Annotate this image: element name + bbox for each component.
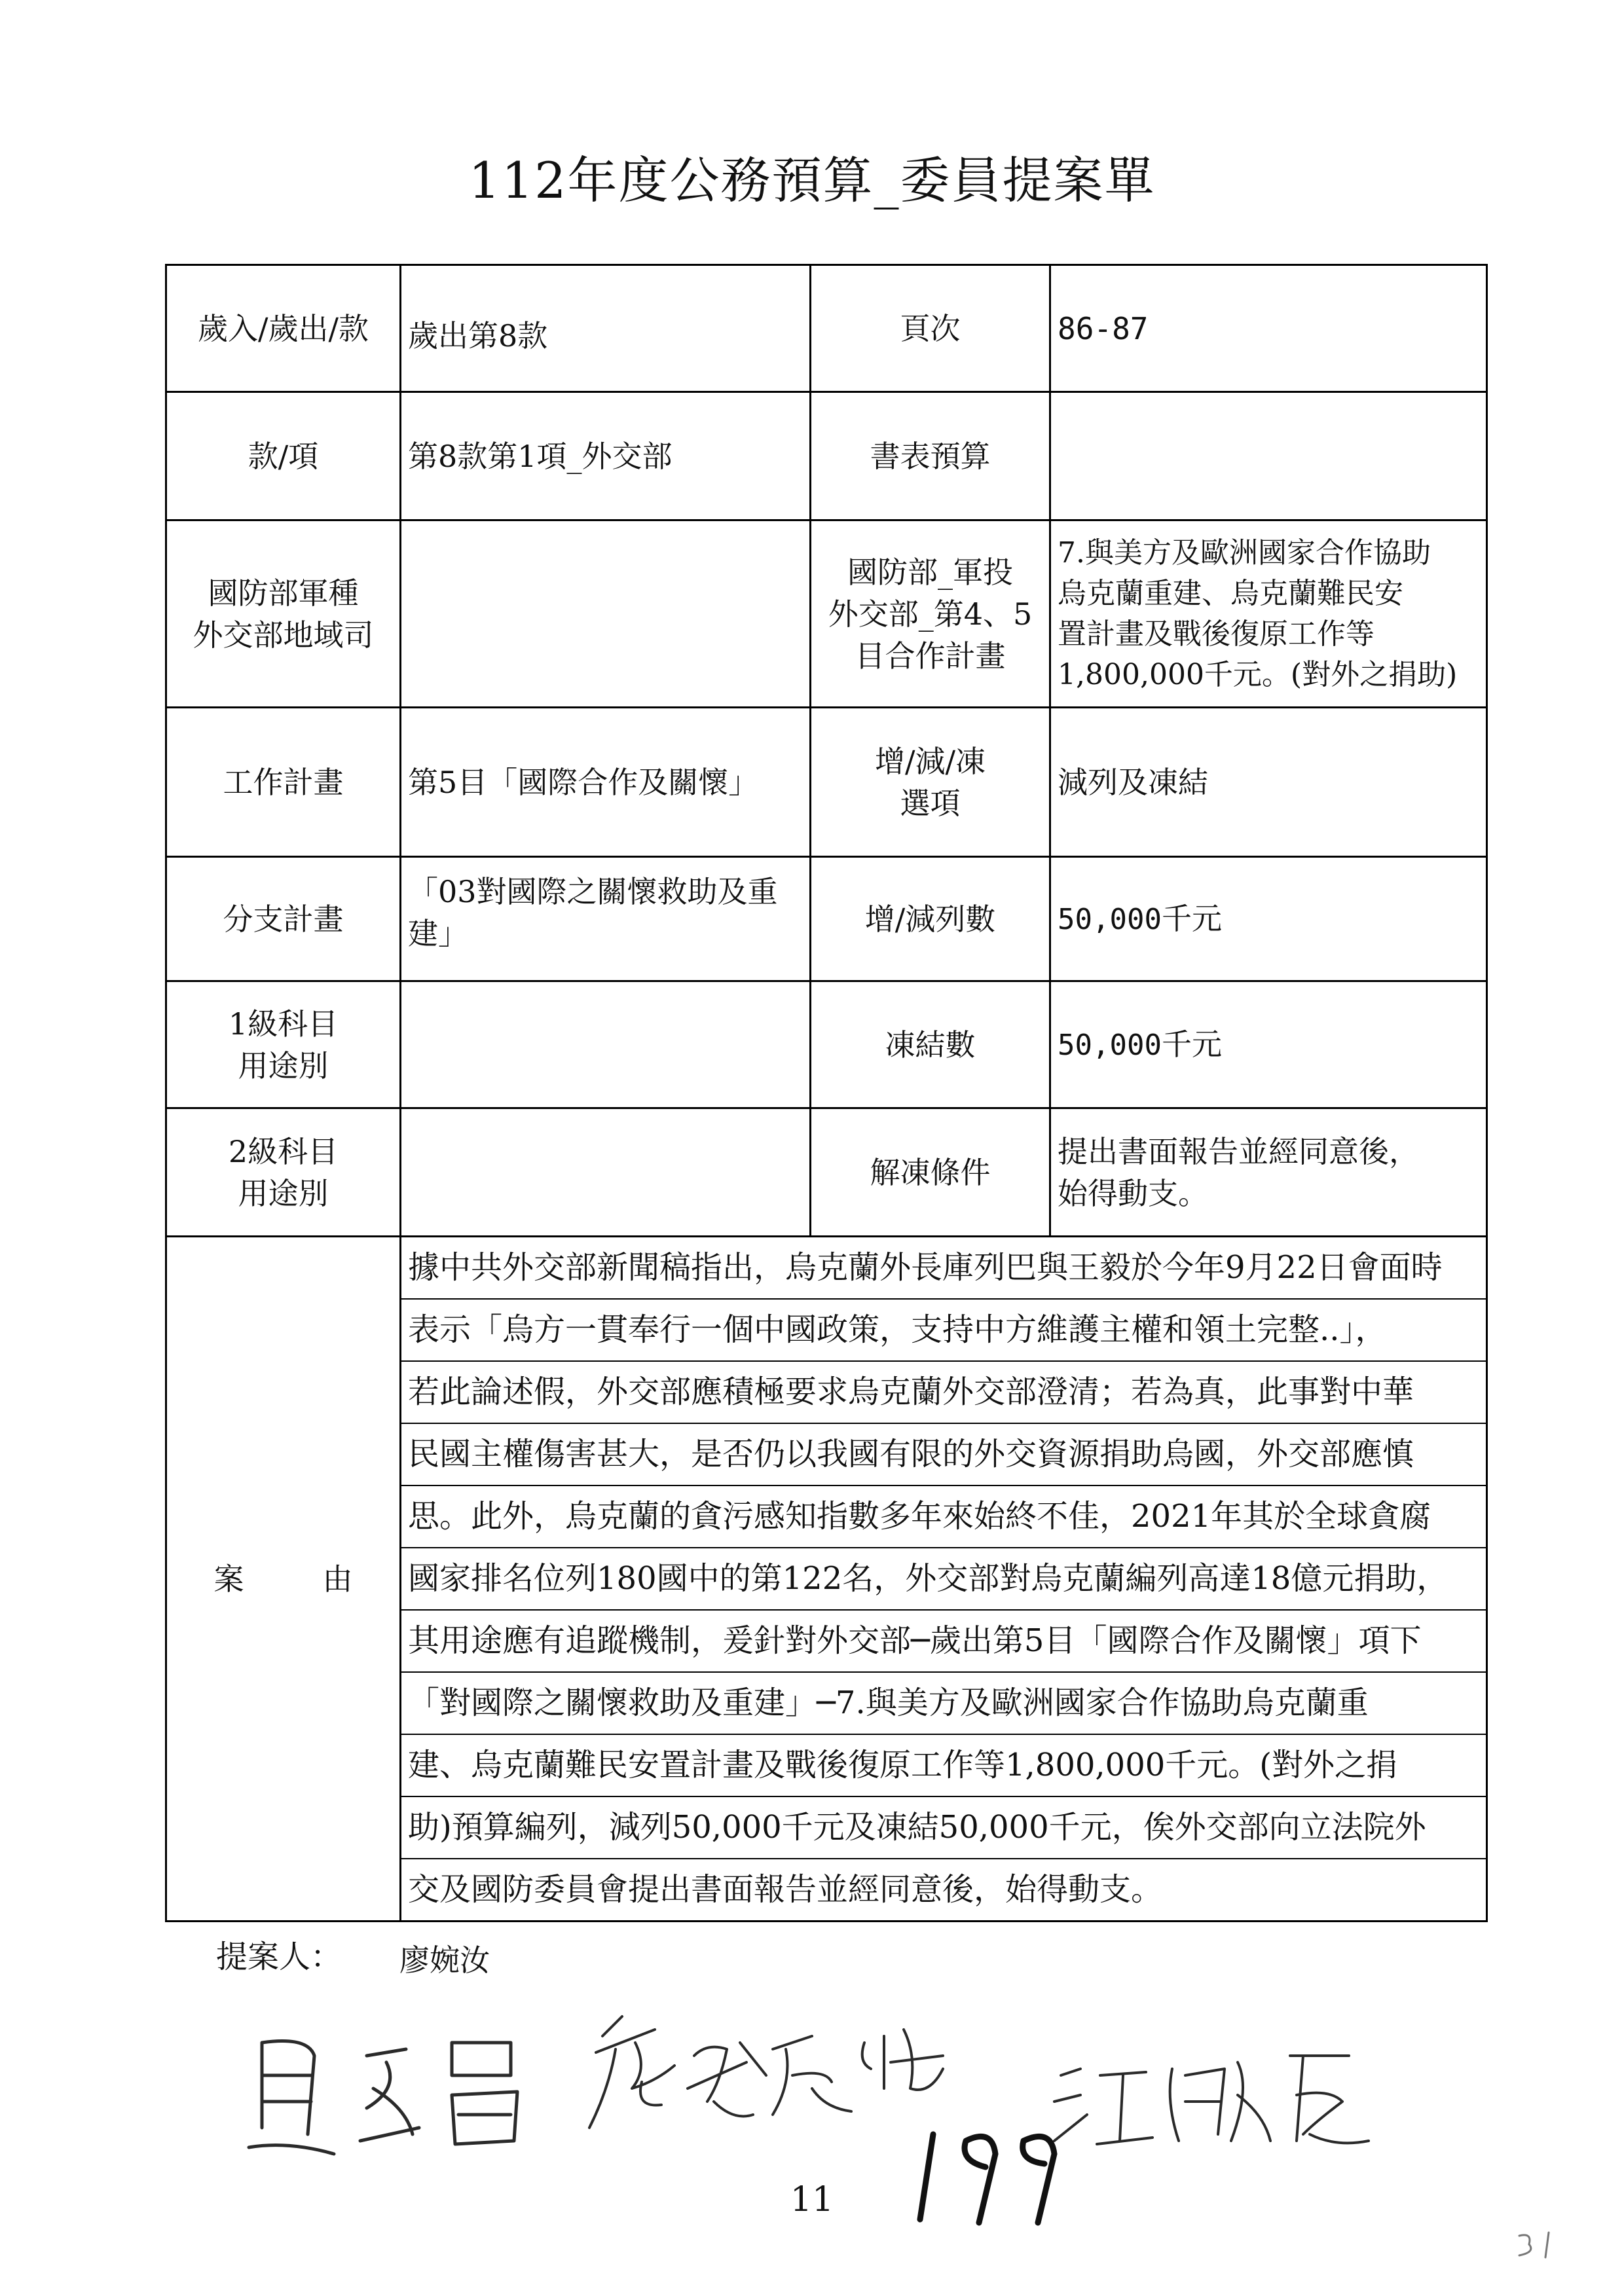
field-label [811,520,1050,708]
amount-number: 50,000 [1058,902,1162,936]
field-value [1050,1108,1487,1237]
corner-mark [1513,2226,1565,2265]
reason-line: 其用途應有追蹤機制，爰針對外交部─歲出第5目「國際合作及關懷」項下 [401,1611,1486,1673]
signature-jiang [1041,2030,1395,2160]
field-label: 分支計畫 [166,857,401,981]
label-line: 國防部軍種 [208,575,359,611]
value-line: 烏克蘭重建、烏克蘭難民安 [1058,576,1403,610]
reason-line: 若此論述假，外交部應積極要求烏克蘭外交部澄清；若為真，此事對中華 [401,1362,1486,1424]
reason-line: 建、烏克蘭難民安置計畫及戰後復原工作等1,800,000千元。(對外之捐 [401,1735,1486,1797]
proposer-label: 提案人： [216,1939,342,1975]
field-label [166,520,401,708]
label-line: 外交部_第4、5 [828,596,1033,632]
label-line: 選項 [900,785,961,821]
handwritten-page-number [907,2128,1064,2226]
field-label [166,1108,401,1237]
table-row [166,520,1487,708]
reason-line: 表示「烏方一貫奉行一個中國政策，支持中方維護主權和領土完整..」， [401,1300,1486,1362]
field-label: 書表預算 [811,392,1050,520]
table-row [166,1237,1487,1922]
reason-line: 助)預算編列，減列50,000千元及凍結50,000千元，俟外交部向立法院外 [401,1797,1486,1859]
reason-line: 民國主權傷害甚大，是否仍以我國有限的外交資源捐助烏國，外交部應慎 [401,1424,1486,1486]
table-row [166,265,1487,392]
value-line: 7.與美方及歐洲國家合作協助 [1058,536,1431,570]
reason-body [401,1237,1487,1922]
table-row [166,392,1487,520]
label-line: 2級科目 [228,1133,339,1169]
amount-unit: 千元 [1161,900,1222,936]
field-value [1050,520,1487,708]
reason-line: 交及國防委員會提出書面報告並經同意後，始得動支。 [408,1871,1163,1908]
field-value [401,981,811,1108]
field-value [1050,392,1487,520]
field-value: 第8款第1項_外交部 [401,392,811,520]
field-value: 歲出第8款 [401,265,811,392]
field-label: 凍結數 [811,981,1050,1108]
reason-line: 思。此外，烏克蘭的貪污感知指數多年來始終不佳，2021年其於全球貪腐 [401,1486,1486,1548]
table-row [166,1108,1487,1237]
field-value [1050,981,1487,1108]
label-line: 國防部_軍投 [847,554,1013,590]
reason-line: 國家排名位列180國中的第122名，外交部對烏克蘭編列高達18億元捐助， [401,1548,1486,1611]
value-line: 「03對國際之關懷救助及重 [408,874,778,909]
value-line: 建」 [408,916,468,951]
field-value [401,520,811,708]
proposal-form-table [165,264,1488,1922]
amount-unit: 千元 [1161,1026,1222,1062]
field-label [811,708,1050,857]
label-line: 外交部地域司 [193,617,374,653]
label-line: 1級科目 [228,1006,339,1042]
field-label: 工作計畫 [166,708,401,857]
label-line: 用途別 [238,1048,329,1084]
reason-line: 據中共外交部新聞稿指出，烏克蘭外長庫列巴與王毅於今年9月22日會面時 [401,1237,1486,1300]
amount-number: 50,000 [1058,1028,1162,1062]
form-title: 112年度公務預算_委員提案單 [468,151,1156,210]
field-label: 頁次 [811,265,1050,392]
reason-label-char: 由 [322,1561,353,1597]
field-value: 86-87 [1050,265,1487,392]
table-row [166,981,1487,1108]
reason-label-char: 案 [213,1561,244,1597]
field-label: 解凍條件 [811,1108,1050,1237]
value-line: 1,800,000千元。(對外之捐助) [1058,657,1458,691]
field-label: 歲入/歲出/款 [166,265,401,392]
label-line: 目合作計畫 [855,638,1006,674]
field-value [401,857,811,981]
field-value [1050,857,1487,981]
page-number: 11 [790,2180,834,2219]
value-line: 始得動支。 [1058,1175,1208,1211]
field-label: 增/減列數 [811,857,1050,981]
value-line: 提出書面報告並經同意後， [1058,1133,1419,1169]
table-row [166,857,1487,981]
reason-label [166,1237,401,1922]
field-value: 減列及凍結 [1050,708,1487,857]
field-value: 第5目「國際合作及關懷」 [401,708,811,857]
proposer-name: 廖婉汝 [399,1942,490,1978]
field-label [166,981,401,1108]
table-row [166,708,1487,857]
field-value [401,1108,811,1237]
signature-ma [236,2016,563,2167]
label-line: 增/減/凍 [875,743,986,779]
reason-line: 「對國際之關懷救助及重建」─7.與美方及歐洲國家合作協助烏克蘭重 [401,1673,1486,1735]
field-label: 款/項 [166,392,401,520]
label-line: 用途別 [238,1175,329,1211]
value-line: 置計畫及戰後復原工作等 [1058,617,1375,651]
